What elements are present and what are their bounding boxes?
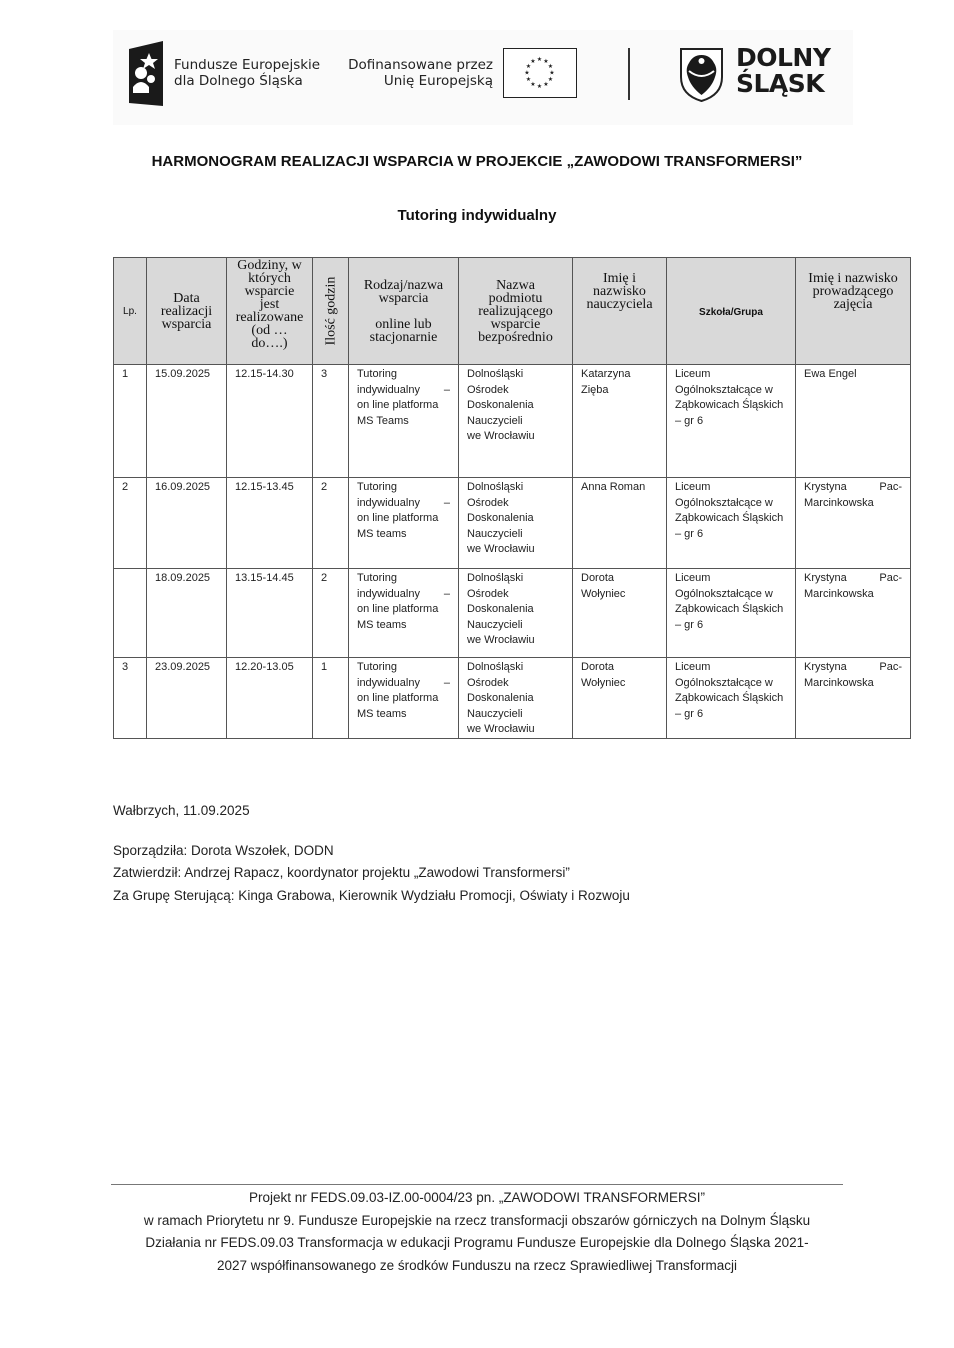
table-row [114, 569, 911, 658]
cell-entity-line: we Wrocławiu [467, 543, 535, 556]
cell-type-line: MS teams [357, 707, 407, 720]
cell-entity-line: Nauczycieli [467, 707, 523, 720]
cell-teacher-line: Anna Roman [581, 481, 646, 493]
cell-lp: 2 [114, 478, 147, 569]
cell-school-line: – gr 6 [675, 527, 704, 540]
footer-line-1: Projekt nr FEDS.09.03-IZ.00-0004/23 pn. „ZAWODOWI TRANSFORMERSI” [248, 1190, 706, 1205]
table-row [114, 478, 911, 569]
cell-school-line: Ząbkowicach Śląskich [675, 512, 784, 525]
cell-type-line: on line platforma [357, 692, 439, 705]
cell-school-line: Ogólnokształcące w [675, 383, 773, 396]
footer-line-4: 2027 współfinansowanego ze środków Funduszu na rzecz Sprawiedliwej Transformacji [216, 1257, 737, 1273]
cell-teacher [573, 658, 667, 739]
cell-type-line: Tutoring [357, 481, 397, 493]
cell-teacher-line: Zięba [581, 383, 609, 396]
svg-text:★: ★ [525, 76, 532, 83]
cell-leader [796, 658, 911, 739]
cell-entity-line: Dolnośląski [467, 572, 524, 584]
svg-text:★: ★ [547, 63, 554, 70]
fe-logo-icon [129, 41, 163, 106]
cell-school-line: Ząbkowicach Śląskich [675, 399, 784, 412]
cell-school [667, 569, 796, 658]
cell-leader-word: Pac- [879, 481, 902, 493]
table-row [114, 365, 911, 478]
cell-type-word: – [443, 676, 450, 689]
cell-leader [796, 569, 911, 658]
cell-entity-line: Nauczycieli [467, 414, 523, 427]
cell-leader-line [804, 571, 902, 587]
cell-type-line [357, 496, 450, 512]
cell-leader-line: Marcinkowska [804, 587, 874, 600]
cell-entity-line: we Wrocławiu [467, 723, 535, 736]
cell-entity-line: Ośrodek [467, 676, 509, 689]
cell-leader-word: Krystyna [804, 661, 847, 673]
cell-type-line: Tutoring [357, 368, 397, 380]
cell-date: 23.09.2025 [147, 658, 227, 739]
cell-school-line: Liceum [675, 368, 711, 380]
cell-entity-line: we Wrocławiu [467, 634, 535, 647]
cell-entity [459, 658, 573, 739]
cell-entity-line: Doskonalenia [467, 512, 534, 525]
svg-text:★: ★ [524, 69, 530, 77]
cell-entity-line: Ośrodek [467, 383, 509, 396]
cell-school-line: Liceum [675, 481, 711, 493]
cell-entity-line: Nauczycieli [467, 618, 523, 631]
cell-leader-line [804, 480, 902, 496]
fe-logo-text [174, 57, 320, 89]
cell-hour-count: 1 [313, 658, 349, 739]
cell-leader-line: Marcinkowska [804, 676, 874, 689]
cell-type-line [357, 676, 450, 692]
cell-school-line: Liceum [675, 661, 711, 673]
cell-school [667, 478, 796, 569]
cell-leader [796, 365, 911, 478]
cell-hours: 13.15-14.45 [227, 569, 313, 658]
cell-teacher-line: Dorota [581, 572, 615, 584]
cell-leader [796, 478, 911, 569]
svg-text:★: ★ [543, 58, 549, 65]
cell-school-line: Ogólnokształcące w [675, 587, 773, 600]
cell-date: 16.09.2025 [147, 478, 227, 569]
cell-teacher-line: Katarzyna [581, 368, 631, 380]
fe-logo-line1: Fundusze Europejskie [174, 57, 321, 73]
footer-line-2: w ramach Priorytetu nr 9. Fundusze Europejskie na rzecz transformacji obszarów górniczych na Dolnym Śląsku [143, 1212, 811, 1228]
cell-hour-count: 2 [313, 569, 349, 658]
cell-school-line: Ząbkowicach Śląskich [675, 692, 784, 705]
cell-leader-word: Pac- [879, 661, 902, 673]
cell-hours: 12.20-13.05 [227, 658, 313, 739]
table-header-row [114, 258, 911, 365]
footer-line-3: Działania nr FEDS.09.03 Transformacja w edukacji Programu Fundusze Europejskie dla Dolnego Śląska 2021- [145, 1235, 809, 1250]
cell-leader-line: Ewa Engel [804, 368, 857, 380]
cell-type-word: – [443, 587, 450, 600]
dolny-slask-line1: DOLNY [736, 43, 831, 72]
cell-type [349, 365, 459, 478]
eu-logo-line2: Unię Europejską [383, 73, 493, 89]
cell-type-word: indywidualny [357, 496, 420, 509]
cell-entity-line: Doskonalenia [467, 692, 534, 705]
cell-hours: 12.15-13.45 [227, 478, 313, 569]
cell-entity-line: we Wrocławiu [467, 430, 535, 443]
cell-school-line: Liceum [675, 572, 711, 584]
cell-teacher [573, 569, 667, 658]
header-type: Rodzaj/nazwa wsparcia online lub stacjonarnie [349, 258, 459, 365]
cell-school-line: – gr 6 [675, 618, 704, 631]
cell-type-line [357, 383, 450, 399]
cell-type-line: Tutoring [357, 661, 397, 673]
cell-type [349, 478, 459, 569]
signature-steering-group: Za Grupę Sterującą: Kinga Grabowa, Kierownik Wydziału Promocji, Oświaty i Rozwoju [113, 888, 630, 903]
cell-school [667, 658, 796, 739]
document-title: HARMONOGRAM REALIZACJI WSPARCIA W PROJEKCIE „ZAWODOWI TRANSFORMERSI” [151, 153, 803, 170]
cell-type-word: indywidualny [357, 383, 420, 396]
cell-school-line: – gr 6 [675, 707, 704, 720]
svg-text:★: ★ [530, 81, 536, 88]
cell-teacher [573, 478, 667, 569]
cell-type [349, 658, 459, 739]
cell-entity-line: Dolnośląski [467, 368, 524, 380]
table-row [114, 658, 911, 739]
cell-hour-count: 3 [313, 365, 349, 478]
cell-teacher-line: Dorota [581, 661, 615, 673]
cell-entity-line: Ośrodek [467, 496, 509, 509]
cell-type-word: indywidualny [357, 676, 420, 689]
eu-cofinance-text [347, 57, 493, 89]
cell-lp: 1 [114, 365, 147, 478]
signature-prepared-by: Sporządziła: Dorota Wszołek, DODN [113, 843, 334, 858]
svg-text:★: ★ [549, 69, 555, 77]
cell-type-line: on line platforma [357, 399, 439, 412]
footer-divider [111, 1184, 843, 1185]
header-hour-count: Ilość godzin [313, 258, 349, 365]
cell-type-line: MS teams [357, 618, 407, 631]
svg-text:★: ★ [525, 63, 532, 70]
header-school: Szkoła/Grupa [667, 258, 796, 365]
cell-school-line: Ogólnokształcące w [675, 496, 773, 509]
cell-type-word: – [443, 496, 450, 509]
place-date: Wałbrzych, 11.09.2025 [113, 803, 250, 818]
cell-type-word: indywidualny [357, 587, 420, 600]
cell-entity-line: Ośrodek [467, 587, 509, 600]
cell-entity-line: Dolnośląski [467, 661, 524, 673]
cell-entity-line: Doskonalenia [467, 399, 534, 412]
cell-type-line: on line platforma [357, 512, 439, 525]
header-hours: Godziny, w których wsparcie jest realizowane (od … do….) [227, 258, 313, 365]
header-entity: Nazwa podmiotu realizującego wsparcie bezpośrednio [459, 258, 573, 365]
cell-school-line: – gr 6 [675, 414, 704, 427]
cell-entity-line: Dolnośląski [467, 481, 524, 493]
cell-lp [114, 569, 147, 658]
cell-teacher-line: Wołyniec [581, 676, 626, 689]
cell-date: 15.09.2025 [147, 365, 227, 478]
document-subtitle: Tutoring indywidualny [397, 207, 557, 224]
cell-type-line: on line platforma [357, 603, 439, 616]
silesian-eagle-crest-icon [679, 47, 724, 103]
svg-text:★: ★ [536, 83, 543, 90]
cell-hour-count: 2 [313, 478, 349, 569]
cell-leader-line [804, 660, 902, 676]
dolny-slask-logo-text [736, 45, 830, 97]
logo-divider [628, 48, 630, 100]
cell-teacher [573, 365, 667, 478]
cell-entity [459, 365, 573, 478]
footer [100, 1187, 854, 1277]
svg-text:★: ★ [547, 76, 554, 83]
cell-date: 18.09.2025 [147, 569, 227, 658]
eu-logo-line1: Dofinansowane przez [348, 57, 493, 73]
cell-hours: 12.15-14.30 [227, 365, 313, 478]
svg-text:★: ★ [530, 58, 536, 65]
signature-approved-by: Zatwierdził: Andrzej Rapacz, koordynator projektu „Zawodowi Transformersi” [113, 865, 570, 880]
cell-lp: 3 [114, 658, 147, 739]
eu-flag-icon [503, 48, 577, 98]
cell-leader-word: Pac- [879, 572, 902, 584]
header-date: Data realizacji wsparcia [147, 258, 227, 365]
cell-leader-line: Marcinkowska [804, 496, 874, 509]
cell-leader-word: Krystyna [804, 481, 847, 493]
header-teacher: Imię i nazwisko nauczyciela [573, 258, 667, 365]
cell-entity-line: Doskonalenia [467, 603, 534, 616]
cell-type-line: Tutoring [357, 572, 397, 584]
cell-entity [459, 478, 573, 569]
fe-logo-line2: dla Dolnego Śląska [174, 73, 303, 89]
cell-school [667, 365, 796, 478]
cell-teacher-line: Wołyniec [581, 587, 626, 600]
header-lp: Lp. [114, 258, 147, 365]
cell-type-word: – [443, 383, 450, 396]
cell-type-line: MS Teams [357, 414, 409, 427]
cell-school-line: Ząbkowicach Śląskich [675, 603, 784, 616]
cell-entity-line: Nauczycieli [467, 527, 523, 540]
cell-school-line: Ogólnokształcące w [675, 676, 773, 689]
schedule-table [113, 257, 911, 739]
cell-type-line [357, 587, 450, 603]
cell-leader-word: Krystyna [804, 572, 847, 584]
cell-entity [459, 569, 573, 658]
svg-text:★: ★ [536, 56, 543, 63]
svg-text:★: ★ [543, 81, 549, 88]
cell-type-line: MS teams [357, 527, 407, 540]
dolny-slask-line2: ŚLĄSK [736, 69, 825, 98]
cell-type [349, 569, 459, 658]
header-leader: Imię i nazwisko prowadzącego zajęcia [796, 258, 911, 365]
